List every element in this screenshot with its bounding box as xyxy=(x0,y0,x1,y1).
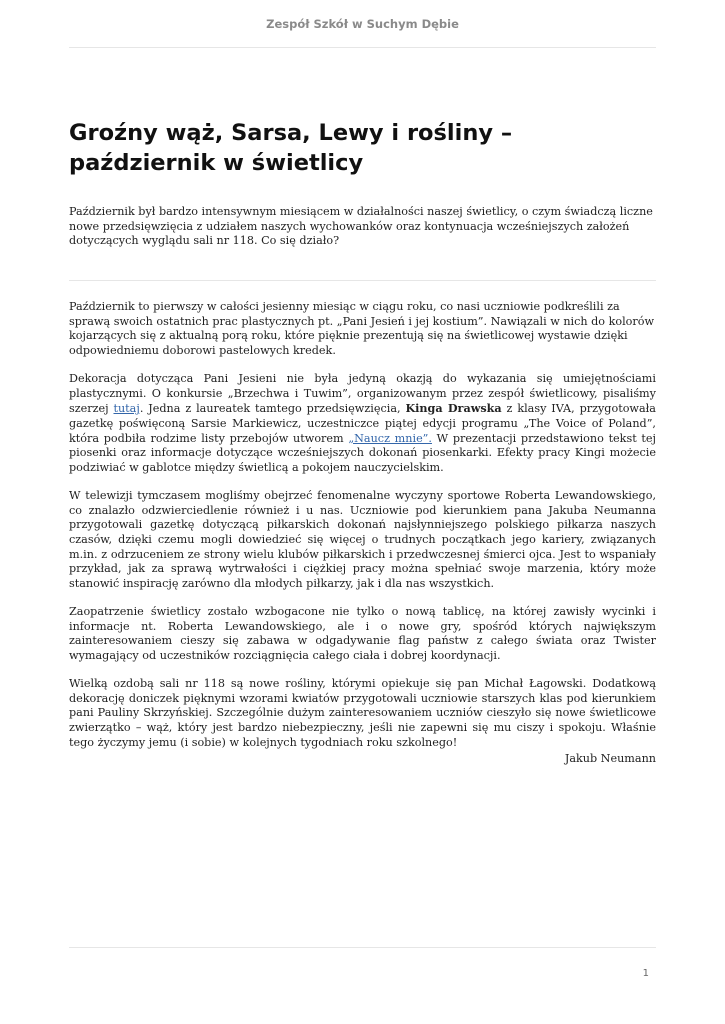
header-divider xyxy=(69,47,656,48)
paragraph-games: Zaopatrzenie świetlicy zostało wzbogacone nie tylko o nową tablicę, na której zawisły wycinki i informacje nt. Roberta Lewandowskiego, ale i o nowe gry, spośród których największym zainteresowaniem cieszy się zabawa w odgadywanie flag państw z całego świata oraz Twister wymagający od uczestników rozciągnięcia całego ciała i dobrej koordynacji. xyxy=(69,605,656,662)
paragraph-text: . Jedna z laureatek tamtego przedsięwzięcia, xyxy=(139,402,406,416)
article-intro: Październik był bardzo intensywnym miesiącem w działalności naszej świetlicy, o czym świadczą liczne nowe przedsięwzięcia z udziałem naszych wychowanków oraz kontynuacja wcześniejszych założeń dotyczących wyglądu sali nr 118. Co się działo? xyxy=(69,205,653,248)
author-signature: Jakub Neumann xyxy=(564,752,656,765)
paragraph-contest xyxy=(69,372,656,475)
page-number: 1 xyxy=(642,968,649,979)
paragraph-text: Dekoracja dotycząca Pani Jesieni nie była jedyną okazją do wykazania się umiejętnościami plastycznymi. O konkursie „Brzechwa i Tuwim”, organizowanym przez zespół świetlicowy, pisaliśmy szerzej xyxy=(69,372,656,416)
paragraph-text: z klasy IVA, przygotowała gazetkę poświęconą Sarsie Markiewicz, uczestniczce piątej edycji programu „The Voice of Poland”, która podbiła rodzime listy przebojów utworem xyxy=(69,402,656,445)
paragraph-lewandowski: W telewizji tymczasem mogliśmy obejrzeć fenomenalne wyczyny sportowe Roberta Lewandowskiego, co znalazło odzwierciedlenie również i u nas. Uczniowie pod kierunkiem pana Jakuba Neumanna przygotowali gazetkę dotyczącą piłkarskich dokonań najsłynniejszego polskiego piłkarza naszych czasów, dzięki czemu mogli dowiedzieć się więcej o trudnych początkach jego kariery, związanych m.in. z odrzuceniem ze strony wielu klubów piłkarskich i przedwczesnej śmierci ojca. Jest to wspaniały przykład, jak za sprawą wytrwałości i ciężkiej pracy można spełniać swoje marzenia, który może stanowić inspirację zarówno dla młodych piłkarzy, jak i dla nas wszystkich. xyxy=(69,489,656,590)
site-header: Zespół Szkół w Suchym Dębie xyxy=(266,17,459,31)
tutaj-link[interactable]: tutaj xyxy=(113,402,140,416)
paragraph-autumn-art: Październik to pierwszy w całości jesienny miesiąc w ciągu roku, co nasi uczniowie podkreślili za sprawą swoich ostatnich prac plastycznych pt. „Pani Jesień i jej kostium”. Nawiązali w nich do kolorów kojarzących się z aktualną porą roku, które pięknie prezentują się na świetlicowej wystawie dzięki odpowiedniemu doborowi pastelowych kredek. xyxy=(69,300,655,357)
footer-divider xyxy=(69,947,656,948)
intro-divider xyxy=(69,280,656,281)
article-body xyxy=(69,300,656,764)
article-title: Groźny wąż, Sarsa, Lewy i rośliny – październik w świetlicy xyxy=(69,120,513,176)
song-link[interactable]: „Naucz mnie”. xyxy=(348,431,432,445)
paragraph-text: W prezentacji przedstawiono tekst tej piosenki oraz informacje dotyczące wcześniejszych dokonań piosenkarki. Efekty pracy Kingi możecie podziwiać w gablotce między świetlicą a pokojem nauczycielskim. xyxy=(69,431,656,474)
student-name: Kinga Drawska xyxy=(405,401,502,416)
paragraph-plants: Wielką ozdobą sali nr 118 są nowe rośliny, którymi opiekuje się pan Michał Łagowski. Dodatkową dekorację doniczek pięknymi wzorami kwiatów przygotowali uczniowie starszych klas pod kierunkiem pani Pauliny Skrzyńskiej. Szczególnie dużym zainteresowaniem uczniów cieszyło się nowe świetlicowe zwierzątko – wąż, który jest bardzo niebezpieczny, jeśli nie zapewni się mu ciszy i spokoju. Właśnie tego życzymy jemu (i sobie) w kolejnych tygodniach roku szkolnego! xyxy=(69,677,656,749)
